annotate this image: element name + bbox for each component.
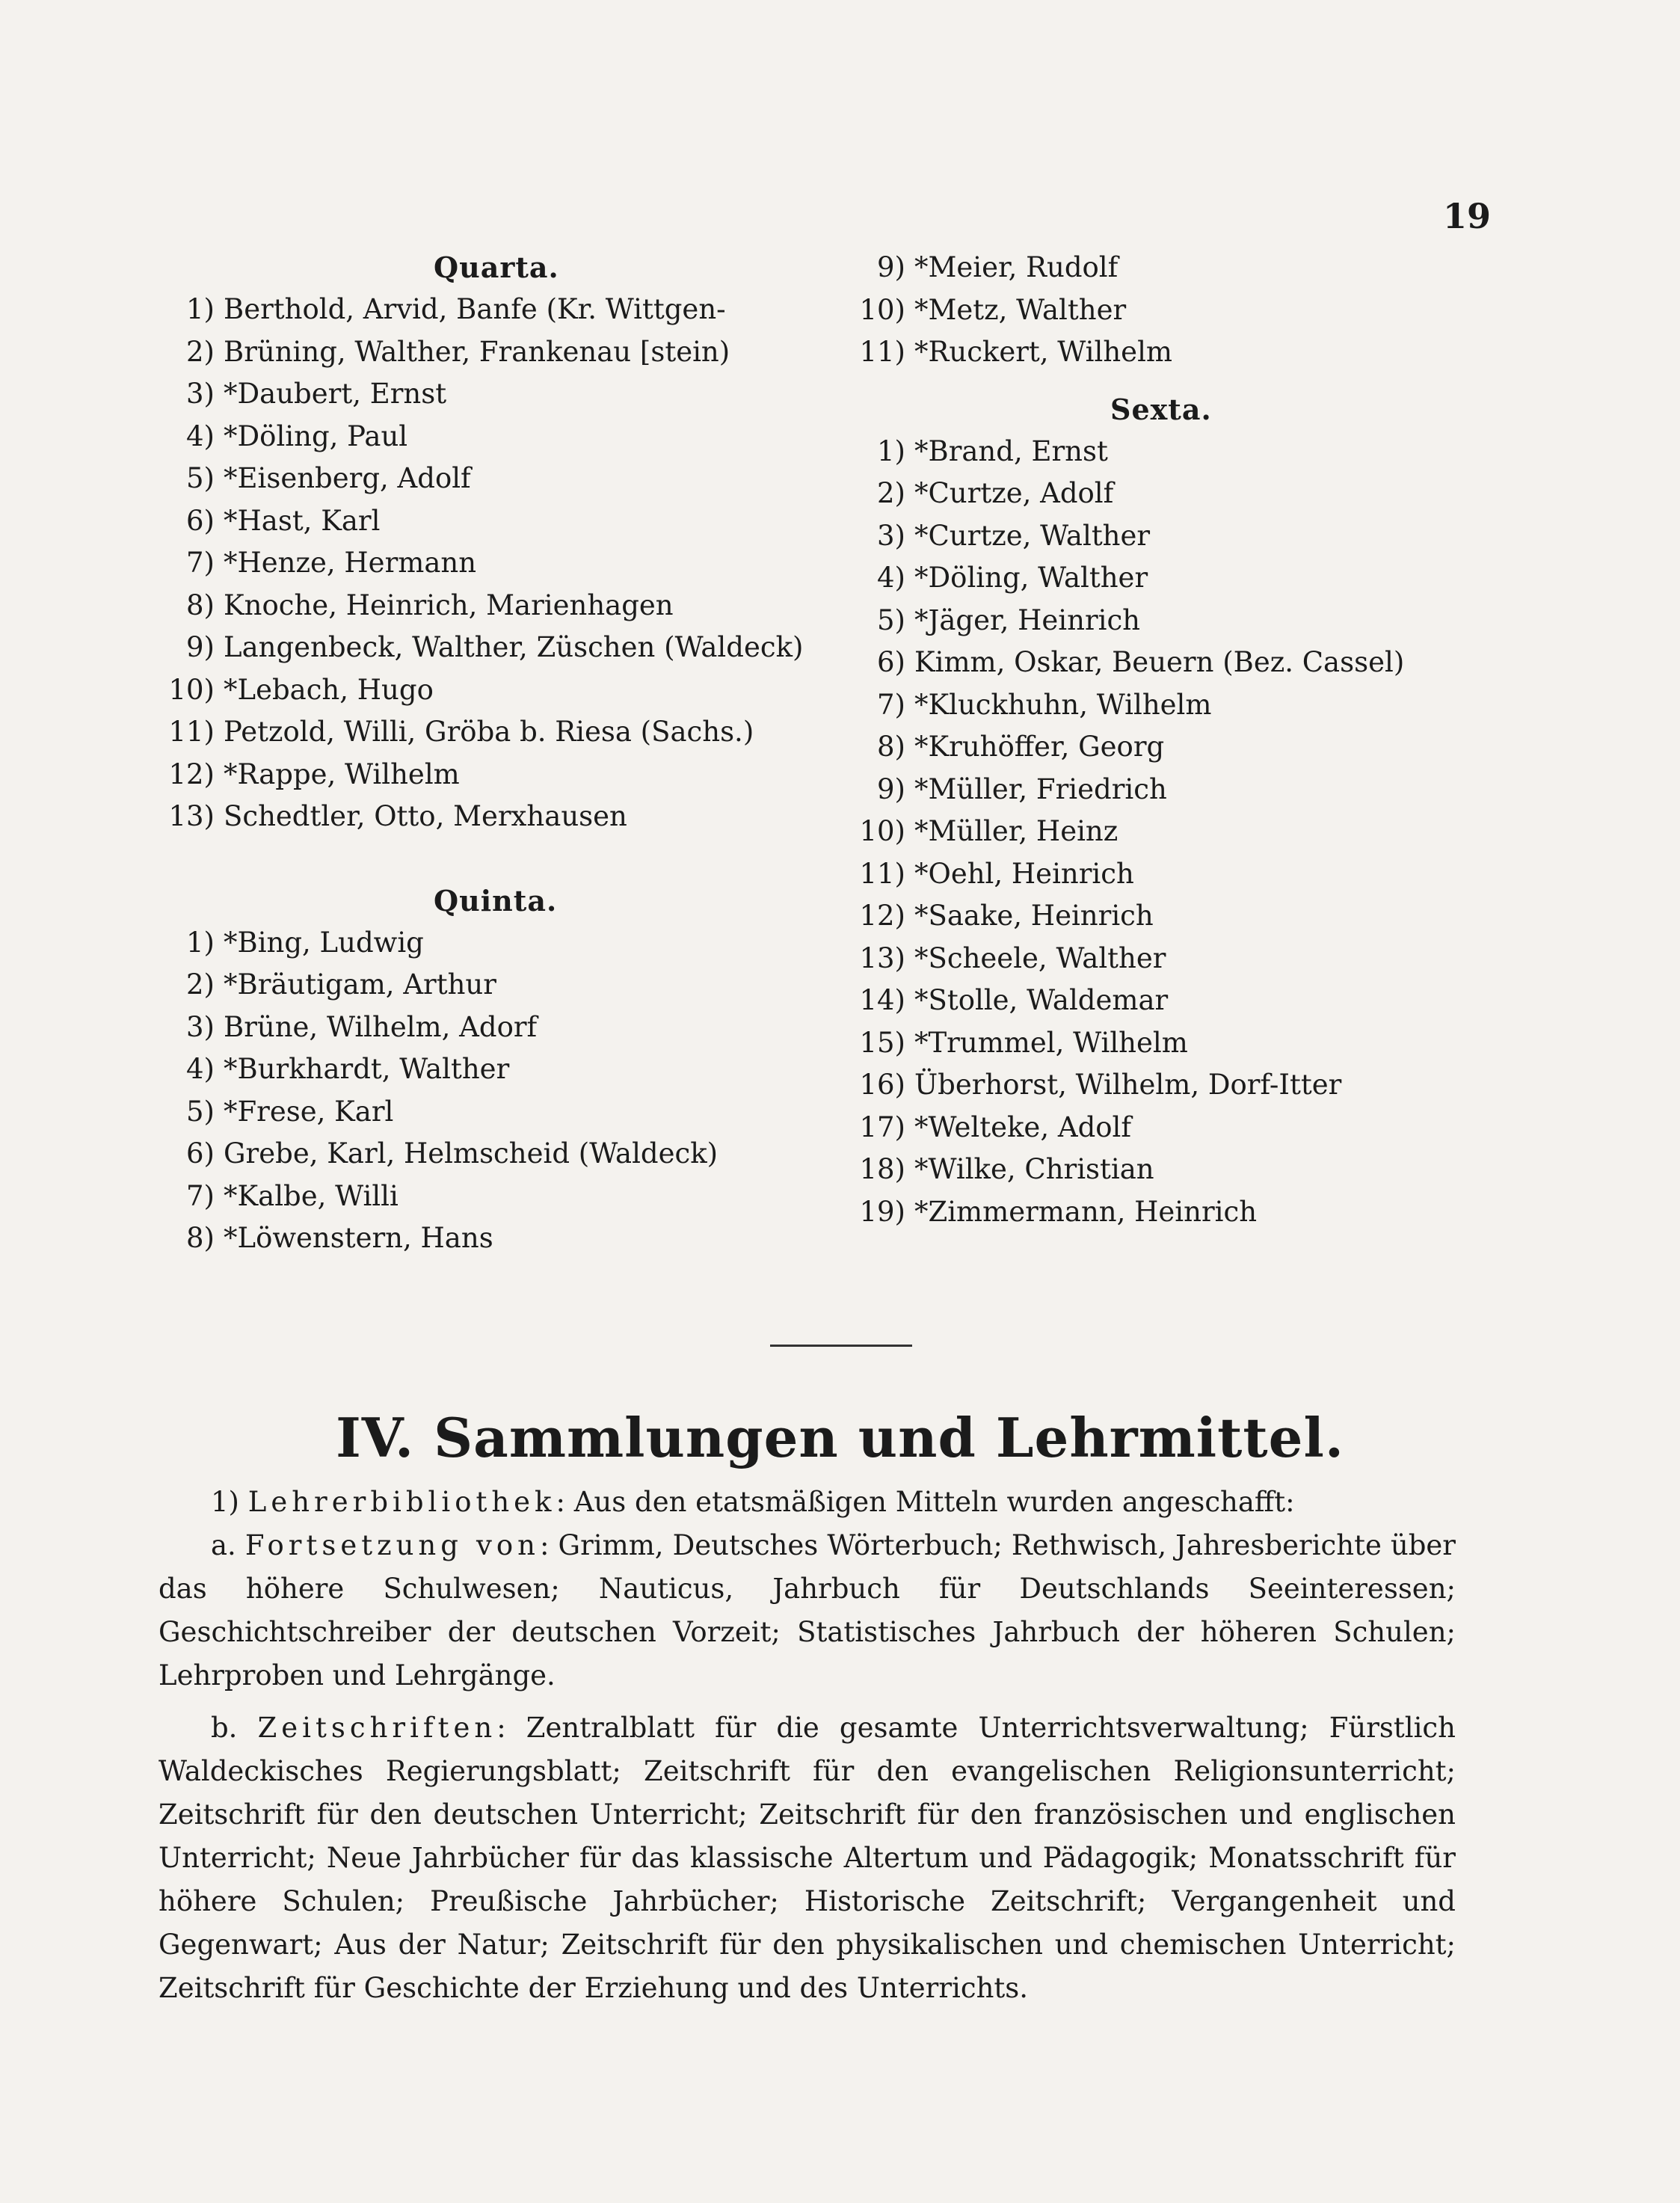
list-item bbox=[168, 331, 871, 374]
item-number: 11) bbox=[859, 857, 905, 890]
item-number: 3) bbox=[186, 378, 215, 410]
item-text: *Rappe, Wilhelm bbox=[224, 758, 460, 790]
item-number: 7) bbox=[877, 688, 905, 721]
item-text: *Frese, Karl bbox=[224, 1095, 394, 1128]
item-number: 9) bbox=[186, 631, 215, 663]
item-number: 11) bbox=[168, 716, 215, 748]
list-item bbox=[168, 458, 871, 500]
item-text: Petzold, Willi, Gröba b. Riesa (Sachs.) bbox=[224, 716, 754, 748]
item-number: 18) bbox=[859, 1153, 905, 1185]
list-item bbox=[849, 1064, 1551, 1107]
p2-lead: a. bbox=[211, 1529, 245, 1561]
item-text: *Döling, Paul bbox=[224, 420, 408, 452]
item-text: *Löwenstern, Hans bbox=[224, 1222, 493, 1254]
list-item bbox=[168, 964, 871, 1007]
item-text: *Curtze, Walther bbox=[914, 519, 1151, 552]
quarta-continued-list bbox=[849, 247, 1551, 374]
item-number: 8) bbox=[186, 589, 215, 621]
item-text: *Oehl, Heinrich bbox=[914, 857, 1134, 890]
item-text: *Daubert, Ernst bbox=[224, 378, 447, 410]
list-item bbox=[849, 289, 1551, 332]
item-text: *Metz, Walther bbox=[914, 293, 1127, 326]
list-item bbox=[849, 895, 1551, 938]
p3-lead: b. bbox=[211, 1712, 258, 1744]
list-item bbox=[168, 669, 871, 712]
item-number: 1) bbox=[877, 434, 905, 467]
list-item bbox=[168, 1133, 871, 1176]
item-text: Grebe, Karl, Helmscheid (Waldeck) bbox=[224, 1137, 719, 1170]
item-number: 17) bbox=[859, 1110, 905, 1143]
item-number: 9) bbox=[877, 772, 905, 805]
list-item bbox=[849, 431, 1551, 473]
item-number: 15) bbox=[859, 1026, 905, 1059]
item-number: 10) bbox=[168, 673, 215, 706]
page-number: 19 bbox=[1443, 196, 1492, 236]
item-text: *Stolle, Waldemar bbox=[914, 984, 1169, 1016]
item-text: *Ruckert, Wilhelm bbox=[914, 336, 1172, 368]
item-number: 3) bbox=[877, 519, 905, 552]
item-text: Knoche, Heinrich, Marienhagen bbox=[224, 589, 674, 621]
list-item bbox=[168, 416, 871, 458]
list-item bbox=[849, 1149, 1551, 1191]
paragraph-fortsetzung bbox=[159, 1524, 1456, 1697]
item-text: *Jäger, Heinrich bbox=[914, 603, 1141, 636]
item-number: 8) bbox=[877, 731, 905, 763]
item-number: 12) bbox=[168, 758, 215, 790]
item-text: *Curtze, Adolf bbox=[914, 477, 1114, 509]
p1-rest: : Aus den etatsmäßigen Mitteln wurden angeschafft: bbox=[556, 1486, 1295, 1518]
item-number: 6) bbox=[186, 1137, 215, 1170]
item-number: 5) bbox=[186, 462, 215, 494]
quinta-list bbox=[168, 922, 871, 1260]
paragraph-zeitschriften bbox=[159, 1706, 1456, 2010]
item-number: 13) bbox=[168, 800, 215, 832]
list-item bbox=[849, 1191, 1551, 1234]
list-item bbox=[168, 922, 871, 965]
item-text: *Meier, Rudolf bbox=[914, 251, 1119, 283]
item-number: 7) bbox=[186, 1179, 215, 1212]
list-item bbox=[849, 247, 1551, 289]
list-item bbox=[849, 1022, 1551, 1065]
item-text: Langenbeck, Walther, Züschen (Waldeck) bbox=[224, 631, 804, 663]
item-text: *Bing, Ludwig bbox=[224, 926, 424, 959]
list-item bbox=[849, 642, 1551, 684]
list-item bbox=[849, 811, 1551, 853]
item-text: *Lebach, Hugo bbox=[224, 673, 434, 706]
item-number: 7) bbox=[186, 547, 215, 579]
item-number: 13) bbox=[859, 941, 905, 974]
list-item bbox=[849, 331, 1551, 374]
list-item bbox=[849, 853, 1551, 896]
list-item bbox=[849, 980, 1551, 1022]
item-text: Brüning, Walther, Frankenau [stein) bbox=[224, 335, 730, 368]
item-text: *Kalbe, Willi bbox=[224, 1179, 399, 1212]
list-item bbox=[849, 600, 1551, 642]
item-number: 8) bbox=[186, 1222, 215, 1254]
item-text: *Saake, Heinrich bbox=[914, 900, 1154, 932]
item-number: 3) bbox=[186, 1010, 215, 1043]
item-text: *Eisenberg, Adolf bbox=[224, 462, 471, 494]
item-number: 2) bbox=[877, 477, 905, 509]
p3-rest: : Zentralblatt für die gesamte Unterrichtsverwaltung; Fürstlich Waldeckisches Regierungsblatt; Zeitschrift für den evangelischen Religionsunterricht; Zeitschrift für den deutschen Unterricht; Zeitschrift für den französischen und englischen Unterricht; Neue Jahrbücher für das klassische Altertum und Pädagogik; Monatsschrift für höhere Schulen; Preußische Jahrbücher; Historische Zeitschrift; Vergangenheit und Gegenwart; Aus der Natur; Zeitschrift für den physikalischen und chemischen Unterricht; Zeitschrift für Geschichte der Erziehung und des Unterrichts. bbox=[159, 1712, 1456, 2004]
list-item bbox=[168, 711, 871, 754]
list-item bbox=[168, 796, 871, 838]
list-item bbox=[849, 1107, 1551, 1149]
left-column bbox=[168, 247, 871, 1260]
section-divider bbox=[770, 1345, 912, 1347]
item-text: Berthold, Arvid, Banfe (Kr. Wittgen- bbox=[224, 293, 726, 325]
item-text: *Henze, Hermann bbox=[224, 547, 477, 579]
item-number: 1) bbox=[186, 293, 215, 325]
item-number: 1) bbox=[186, 926, 215, 959]
list-item bbox=[849, 726, 1551, 769]
item-number: 10) bbox=[859, 293, 905, 326]
list-item bbox=[849, 473, 1551, 515]
quinta-heading: Quinta. bbox=[434, 883, 558, 918]
list-item bbox=[168, 1176, 871, 1218]
item-text: Schedtler, Otto, Merxhausen bbox=[224, 800, 627, 832]
quarta-list bbox=[168, 289, 871, 838]
item-text: *Bräutigam, Arthur bbox=[224, 968, 496, 1001]
list-item bbox=[168, 585, 871, 627]
item-number: 4) bbox=[186, 420, 215, 452]
item-text: *Müller, Friedrich bbox=[914, 772, 1167, 805]
item-number: 5) bbox=[877, 603, 905, 636]
list-item bbox=[168, 1217, 871, 1260]
list-item bbox=[168, 1091, 871, 1134]
list-item bbox=[849, 684, 1551, 727]
item-text: *Hast, Karl bbox=[224, 504, 381, 537]
item-number: 14) bbox=[859, 984, 905, 1016]
sexta-heading: Sexta. bbox=[1110, 392, 1212, 426]
item-text: Überhorst, Wilhelm, Dorf-Itter bbox=[914, 1069, 1342, 1101]
item-text: Kimm, Oskar, Beuern (Bez. Cassel) bbox=[914, 646, 1405, 678]
item-number: 11) bbox=[859, 336, 905, 368]
list-item bbox=[168, 542, 871, 585]
section-title: IV. Sammlungen und Lehrmittel. bbox=[336, 1406, 1344, 1469]
list-item bbox=[168, 1007, 871, 1049]
quarta-heading: Quarta. bbox=[434, 251, 559, 284]
item-number: 4) bbox=[877, 562, 905, 594]
list-item bbox=[168, 289, 871, 331]
list-item bbox=[168, 627, 871, 669]
list-item bbox=[168, 1048, 871, 1091]
item-text: Brüne, Wilhelm, Adorf bbox=[224, 1010, 538, 1043]
right-column bbox=[849, 247, 1551, 1233]
item-text: *Zimmermann, Heinrich bbox=[914, 1195, 1258, 1228]
list-item bbox=[849, 515, 1551, 558]
list-item bbox=[849, 769, 1551, 811]
section-body bbox=[159, 1481, 1456, 2010]
item-text: *Burkhardt, Walther bbox=[224, 1053, 510, 1085]
item-text: *Kluckhuhn, Wilhelm bbox=[914, 688, 1212, 721]
item-number: 2) bbox=[186, 968, 215, 1001]
item-text: *Wilke, Christian bbox=[914, 1153, 1154, 1185]
list-item bbox=[849, 938, 1551, 980]
p1-spaced: Lehrerbibliothek bbox=[247, 1486, 556, 1518]
paragraph-lehrerbibliothek bbox=[159, 1481, 1456, 1524]
list-item bbox=[168, 500, 871, 543]
item-text: *Döling, Walther bbox=[914, 562, 1148, 594]
item-text: *Müller, Heinz bbox=[914, 815, 1119, 847]
item-number: 9) bbox=[877, 251, 905, 283]
p2-spaced: Fortsetzung von bbox=[244, 1529, 541, 1561]
p1-lead: 1) bbox=[211, 1486, 248, 1518]
item-number: 4) bbox=[186, 1053, 215, 1085]
item-text: *Trummel, Wilhelm bbox=[914, 1026, 1188, 1059]
list-item bbox=[849, 557, 1551, 600]
item-number: 12) bbox=[859, 900, 905, 932]
item-number: 6) bbox=[186, 504, 215, 537]
item-text: *Scheele, Walther bbox=[914, 941, 1166, 974]
item-number: 2) bbox=[186, 335, 215, 368]
item-text: *Brand, Ernst bbox=[914, 434, 1108, 467]
p2-rest: : Grimm, Deutsches Wörterbuch; Rethwisch, Jahresberichte über das höhere Schulwesen; Nauticus, Jahrbuch für Deutschlands Seeinteressen; Geschichtschreiber der deutschen Vorzeit; Statistisches Jahrbuch der höheren Schulen; Lehrproben und Lehrgänge. bbox=[159, 1529, 1456, 1692]
item-text: *Kruhöffer, Georg bbox=[914, 731, 1165, 763]
item-number: 16) bbox=[859, 1069, 905, 1101]
list-item bbox=[168, 373, 871, 416]
item-number: 5) bbox=[186, 1095, 215, 1128]
sexta-list bbox=[849, 431, 1551, 1234]
item-text: *Welteke, Adolf bbox=[914, 1110, 1132, 1143]
item-number: 19) bbox=[859, 1195, 905, 1228]
item-number: 10) bbox=[859, 815, 905, 847]
list-item bbox=[168, 754, 871, 796]
p3-spaced: Zeitschriften bbox=[257, 1712, 497, 1744]
item-number: 6) bbox=[877, 646, 905, 678]
